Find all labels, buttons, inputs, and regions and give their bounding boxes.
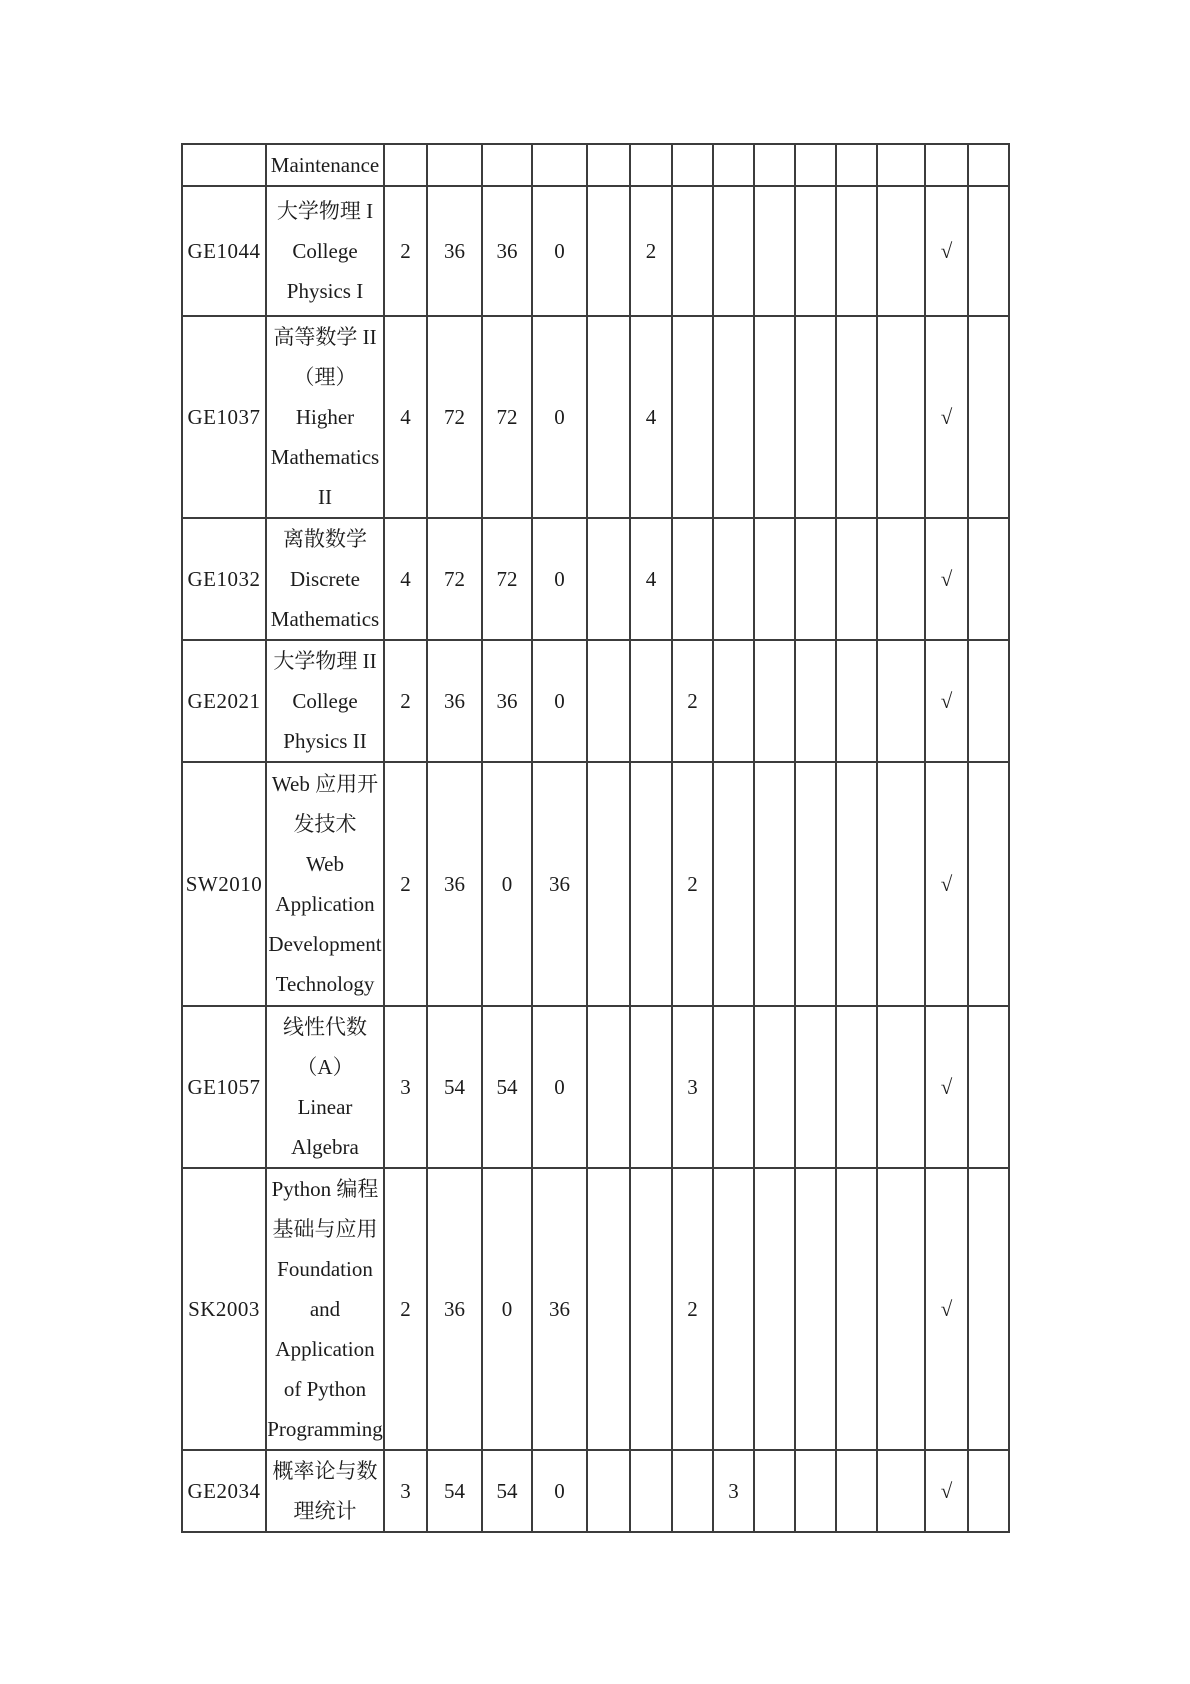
semester-2-cell: 4 — [630, 316, 672, 518]
semester-5-cell — [754, 316, 795, 518]
course-code-cell — [182, 144, 266, 186]
semester-4-cell — [713, 186, 754, 316]
total-hours-cell: 72 — [427, 316, 482, 518]
course-code-cell: SW2010 — [182, 762, 266, 1006]
course-code-cell: SK2003 — [182, 1168, 266, 1450]
course-row — [182, 1450, 1009, 1532]
total-hours-cell: 36 — [427, 1168, 482, 1450]
semester-7-cell — [836, 762, 877, 1006]
assess-cell — [968, 640, 1009, 762]
semester-1-cell — [587, 1006, 630, 1168]
course-name-line: 离散数学 — [283, 527, 367, 551]
semester-7-cell — [836, 1168, 877, 1450]
credits-cell: 3 — [384, 1450, 427, 1532]
semester-2-cell — [630, 1168, 672, 1450]
assess-cell — [968, 518, 1009, 640]
semester-5-cell — [754, 640, 795, 762]
course-name-line: 理统计 — [293, 1499, 357, 1523]
course-code-cell: GE2034 — [182, 1450, 266, 1532]
course-name-line: Mathematics — [270, 607, 380, 631]
semester-8-cell — [877, 1450, 925, 1532]
semester-7-cell — [836, 1450, 877, 1532]
course-name-line: Discrete — [290, 567, 360, 591]
course-name-line: Web 应用开 — [271, 772, 379, 796]
semester-7-cell — [836, 186, 877, 316]
course-name-line: Programming — [267, 1417, 383, 1441]
semester-4-cell — [713, 762, 754, 1006]
course-name-line: 概率论与数 — [272, 1459, 378, 1483]
exam-check-cell: √ — [925, 762, 968, 1006]
course-name-cell — [266, 186, 384, 316]
semester-6-cell — [795, 1006, 836, 1168]
semester-3-cell — [672, 144, 713, 186]
semester-1-cell — [587, 762, 630, 1006]
course-name-line: （理） — [293, 365, 357, 389]
semester-3-cell: 2 — [672, 762, 713, 1006]
course-name-cell — [266, 1450, 384, 1532]
course-row — [182, 518, 1009, 640]
exam-check-cell: √ — [925, 1006, 968, 1168]
total-hours-cell: 72 — [427, 518, 482, 640]
course-name-line: Mathematics — [270, 445, 380, 469]
course-code-cell: GE1032 — [182, 518, 266, 640]
semester-6-cell — [795, 1450, 836, 1532]
course-code-cell: GE1037 — [182, 316, 266, 518]
lecture-hours-cell: 36 — [482, 186, 532, 316]
practice-hours-cell: 0 — [532, 1006, 587, 1168]
semester-6-cell — [795, 518, 836, 640]
practice-hours-cell: 0 — [532, 518, 587, 640]
semester-5-cell — [754, 762, 795, 1006]
course-name-cell — [266, 144, 384, 186]
assess-cell — [968, 1168, 1009, 1450]
semester-4-cell — [713, 640, 754, 762]
credits-cell: 2 — [384, 186, 427, 316]
course-name-line: College — [292, 689, 358, 713]
practice-hours-cell: 36 — [532, 1168, 587, 1450]
course-name-line: of Python — [283, 1377, 367, 1401]
course-name-line: （A） — [296, 1055, 354, 1079]
semester-4-cell — [713, 144, 754, 186]
semester-4-cell — [713, 316, 754, 518]
semester-3-cell: 2 — [672, 640, 713, 762]
course-row — [182, 762, 1009, 1006]
exam-check-cell — [925, 144, 968, 186]
semester-8-cell — [877, 1168, 925, 1450]
semester-5-cell — [754, 1450, 795, 1532]
total-hours-cell: 36 — [427, 640, 482, 762]
lecture-hours-cell: 0 — [482, 1168, 532, 1450]
semester-5-cell — [754, 1006, 795, 1168]
course-name-line: Foundation — [277, 1257, 373, 1281]
semester-2-cell: 2 — [630, 186, 672, 316]
semester-8-cell — [877, 316, 925, 518]
semester-4-cell: 3 — [713, 1450, 754, 1532]
course-name-line: Higher — [295, 405, 355, 429]
course-name-line: 大学物理 I — [276, 199, 374, 223]
practice-hours-cell: 0 — [532, 640, 587, 762]
semester-1-cell — [587, 640, 630, 762]
practice-hours-cell: 0 — [532, 316, 587, 518]
exam-check-cell: √ — [925, 1168, 968, 1450]
course-name-line: Maintenance — [270, 153, 380, 177]
lecture-hours-cell: 72 — [482, 518, 532, 640]
semester-3-cell: 2 — [672, 1168, 713, 1450]
course-name-line: Linear — [297, 1095, 353, 1119]
credits-cell: 2 — [384, 1168, 427, 1450]
semester-8-cell — [877, 518, 925, 640]
credits-cell: 4 — [384, 316, 427, 518]
semester-7-cell — [836, 1006, 877, 1168]
course-name-line: Web — [306, 852, 344, 876]
credits-cell — [384, 144, 427, 186]
semester-2-cell — [630, 640, 672, 762]
semester-6-cell — [795, 316, 836, 518]
exam-check-cell: √ — [925, 186, 968, 316]
course-name-line: Technology — [275, 972, 375, 996]
credits-cell: 3 — [384, 1006, 427, 1168]
semester-3-cell — [672, 316, 713, 518]
lecture-hours-cell: 54 — [482, 1450, 532, 1532]
course-name-line: Physics II — [283, 729, 367, 753]
total-hours-cell: 36 — [427, 762, 482, 1006]
semester-8-cell — [877, 762, 925, 1006]
semester-5-cell — [754, 518, 795, 640]
course-name-cell — [266, 762, 384, 1006]
semester-2-cell — [630, 1450, 672, 1532]
semester-6-cell — [795, 1168, 836, 1450]
course-name-line: 线性代数 — [283, 1015, 367, 1039]
semester-5-cell — [754, 144, 795, 186]
course-name-cell — [266, 316, 384, 518]
semester-8-cell — [877, 640, 925, 762]
course-name-line: 基础与应用 — [272, 1217, 378, 1241]
assess-cell — [968, 186, 1009, 316]
course-name-line: and — [309, 1297, 341, 1321]
course-name-line: II — [318, 485, 332, 509]
lecture-hours-cell: 36 — [482, 640, 532, 762]
semester-3-cell — [672, 1450, 713, 1532]
semester-7-cell — [836, 640, 877, 762]
lecture-hours-cell — [482, 144, 532, 186]
semester-7-cell — [836, 144, 877, 186]
total-hours-cell: 54 — [427, 1006, 482, 1168]
assess-cell — [968, 1450, 1009, 1532]
semester-4-cell — [713, 1168, 754, 1450]
continuation-row — [182, 144, 1009, 186]
semester-7-cell — [836, 518, 877, 640]
course-name-line: Application — [275, 892, 375, 916]
lecture-hours-cell: 54 — [482, 1006, 532, 1168]
course-name-line: College — [292, 239, 358, 263]
course-name-cell — [266, 640, 384, 762]
course-name-line: 发技术 — [293, 812, 357, 836]
semester-1-cell — [587, 316, 630, 518]
semester-2-cell: 4 — [630, 518, 672, 640]
course-name-line: Development — [268, 932, 382, 956]
semester-1-cell — [587, 518, 630, 640]
semester-3-cell: 3 — [672, 1006, 713, 1168]
course-name-line: Python 编程 — [271, 1177, 379, 1201]
semester-5-cell — [754, 186, 795, 316]
practice-hours-cell: 36 — [532, 762, 587, 1006]
practice-hours-cell: 0 — [532, 1450, 587, 1532]
course-row — [182, 640, 1009, 762]
total-hours-cell: 54 — [427, 1450, 482, 1532]
assess-cell — [968, 316, 1009, 518]
semester-2-cell — [630, 144, 672, 186]
credits-cell: 4 — [384, 518, 427, 640]
course-name-cell — [266, 1168, 384, 1450]
course-name-line: Algebra — [291, 1135, 359, 1159]
course-row — [182, 1006, 1009, 1168]
course-name-line: Application — [275, 1337, 375, 1361]
exam-check-cell: √ — [925, 1450, 968, 1532]
semester-8-cell — [877, 144, 925, 186]
semester-1-cell — [587, 1450, 630, 1532]
course-name-line: 高等数学 II — [273, 325, 377, 349]
semester-3-cell — [672, 518, 713, 640]
course-code-cell: GE1057 — [182, 1006, 266, 1168]
semester-4-cell — [713, 1006, 754, 1168]
semester-3-cell — [672, 186, 713, 316]
credits-cell: 2 — [384, 640, 427, 762]
semester-1-cell — [587, 1168, 630, 1450]
semester-1-cell — [587, 186, 630, 316]
course-row — [182, 1168, 1009, 1450]
practice-hours-cell: 0 — [532, 186, 587, 316]
semester-2-cell — [630, 762, 672, 1006]
course-name-line: Physics I — [286, 279, 364, 303]
course-code-cell: GE1044 — [182, 186, 266, 316]
semester-1-cell — [587, 144, 630, 186]
semester-7-cell — [836, 316, 877, 518]
credits-cell: 2 — [384, 762, 427, 1006]
total-hours-cell: 36 — [427, 186, 482, 316]
assess-cell — [968, 144, 1009, 186]
course-row — [182, 316, 1009, 518]
course-code-cell: GE2021 — [182, 640, 266, 762]
semester-8-cell — [877, 1006, 925, 1168]
semester-8-cell — [877, 186, 925, 316]
practice-hours-cell — [532, 144, 587, 186]
semester-4-cell — [713, 518, 754, 640]
lecture-hours-cell: 72 — [482, 316, 532, 518]
assess-cell — [968, 1006, 1009, 1168]
course-row — [182, 186, 1009, 316]
lecture-hours-cell: 0 — [482, 762, 532, 1006]
semester-5-cell — [754, 1168, 795, 1450]
semester-6-cell — [795, 144, 836, 186]
exam-check-cell: √ — [925, 316, 968, 518]
total-hours-cell — [427, 144, 482, 186]
course-name-line: 大学物理 II — [273, 649, 377, 673]
exam-check-cell: √ — [925, 518, 968, 640]
course-name-cell — [266, 1006, 384, 1168]
curriculum-table — [181, 143, 1010, 1533]
assess-cell — [968, 762, 1009, 1006]
semester-6-cell — [795, 762, 836, 1006]
semester-2-cell — [630, 1006, 672, 1168]
semester-6-cell — [795, 640, 836, 762]
course-name-cell — [266, 518, 384, 640]
exam-check-cell: √ — [925, 640, 968, 762]
semester-6-cell — [795, 186, 836, 316]
